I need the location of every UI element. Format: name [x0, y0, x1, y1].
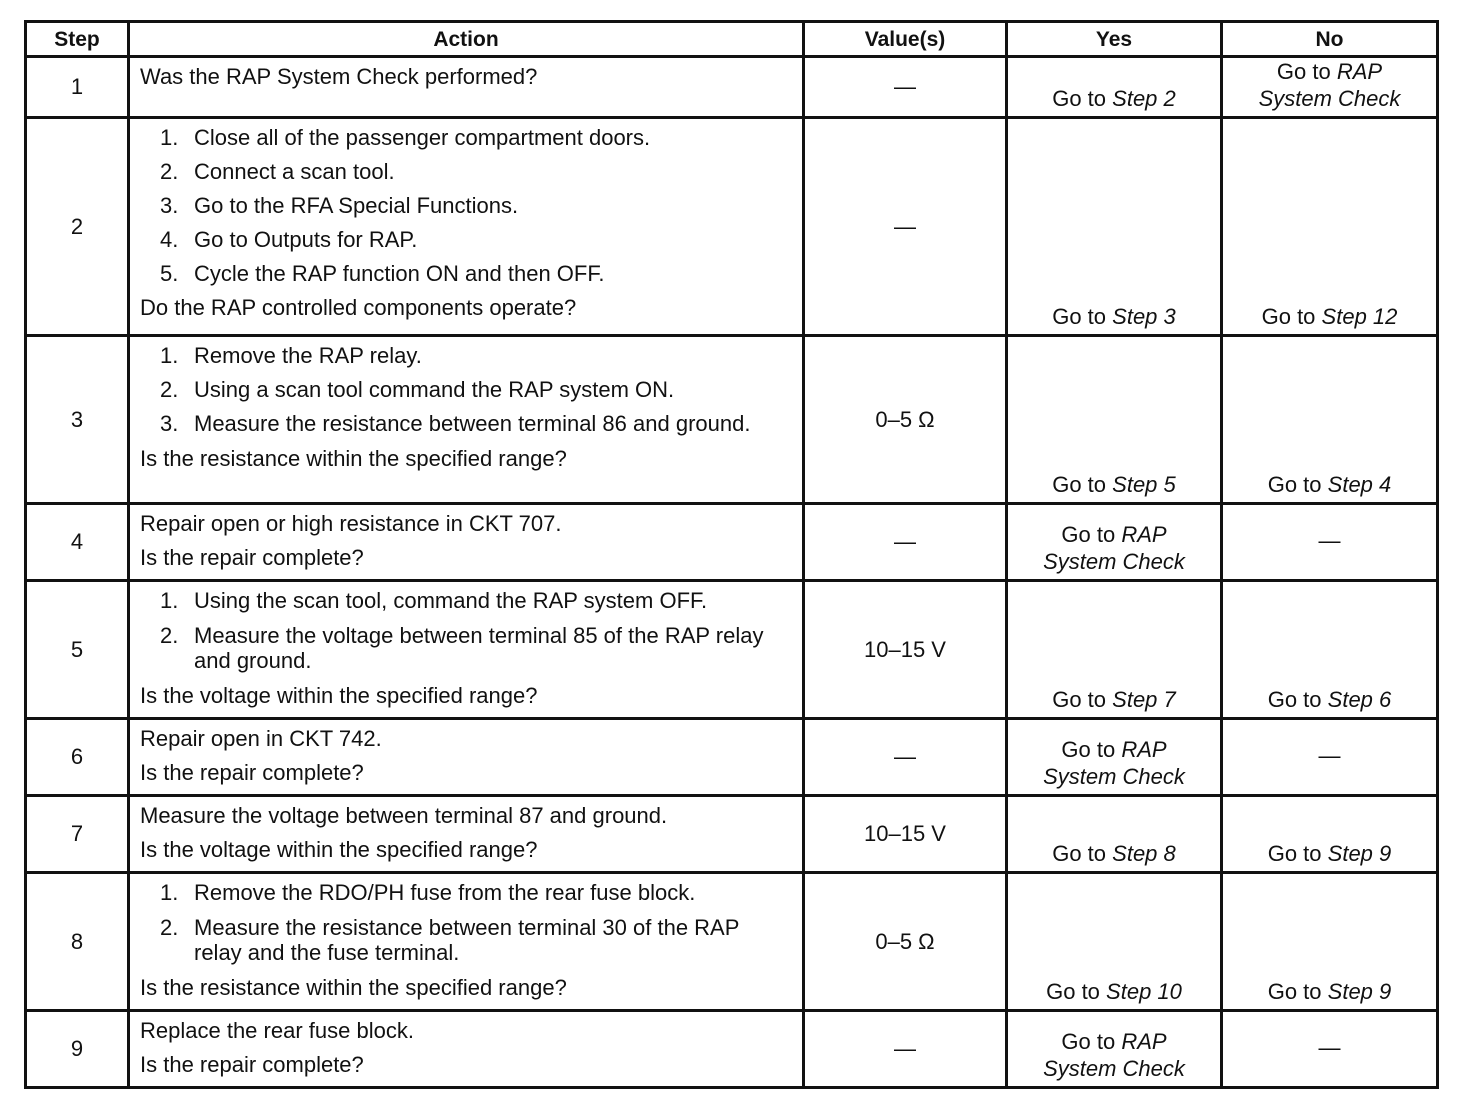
no-prefix: Go to — [1267, 841, 1322, 866]
action-cell — [129, 57, 804, 118]
yes-reference: Step 7 — [1112, 687, 1176, 712]
action-steps — [140, 339, 792, 442]
action-step-number: 3. — [160, 411, 179, 436]
action-cell — [129, 336, 804, 504]
action-step-item — [160, 911, 792, 971]
step-cell: 5 — [26, 581, 129, 719]
no-prefix: Go to — [1276, 59, 1331, 84]
no-cell — [1222, 336, 1438, 504]
value-cell: — — [804, 118, 1007, 336]
action-cell — [129, 504, 804, 581]
yes-reference: RAP System Check — [1043, 522, 1185, 574]
step-cell: 2 — [26, 118, 129, 336]
value-cell: 0–5 Ω — [804, 336, 1007, 504]
yes-cell — [1007, 57, 1222, 118]
table-row — [26, 57, 1438, 118]
action-lead: Replace the rear fuse block. — [140, 1018, 414, 1043]
action-steps — [140, 876, 792, 971]
action-step-number: 2. — [160, 623, 179, 648]
action-cell — [129, 796, 804, 873]
action-question: Is the resistance within the specified range? — [140, 446, 567, 471]
header-no: No — [1222, 22, 1438, 57]
action-question: Is the repair complete? — [140, 1052, 364, 1077]
table-row — [26, 1011, 1438, 1088]
no-cell — [1222, 504, 1438, 581]
action-question: Do the RAP controlled components operate? — [140, 295, 577, 320]
no-dash: — — [1318, 1034, 1341, 1060]
value-cell: — — [804, 1011, 1007, 1088]
no-reference: Step 4 — [1327, 472, 1392, 497]
no-reference: Step 6 — [1327, 687, 1392, 712]
table-row — [26, 796, 1438, 873]
table-body — [26, 57, 1438, 1088]
table-row — [26, 504, 1438, 581]
action-step-item — [160, 223, 792, 257]
no-prefix: Go to — [1267, 687, 1322, 712]
action-step-number: 2. — [160, 915, 179, 940]
action-step-text: Cycle the RAP function ON and then OFF. — [194, 261, 605, 286]
action-step-number: 3. — [160, 193, 179, 218]
table-row — [26, 873, 1438, 1011]
header-values: Value(s) — [804, 22, 1007, 57]
action-cell — [129, 873, 804, 1011]
action-cell — [129, 581, 804, 719]
value-cell: 0–5 Ω — [804, 873, 1007, 1011]
no-reference: Step 12 — [1321, 304, 1398, 329]
step-cell: 6 — [26, 719, 129, 796]
step-cell: 4 — [26, 504, 129, 581]
yes-cell — [1007, 719, 1222, 796]
action-question: Is the repair complete? — [140, 545, 364, 570]
no-cell — [1222, 57, 1438, 118]
action-step-number: 4. — [160, 227, 179, 252]
no-dash: — — [1318, 742, 1341, 768]
action-steps — [140, 584, 792, 679]
yes-reference: Step 5 — [1112, 472, 1176, 497]
action-step-text: Using a scan tool command the RAP system ON. — [194, 377, 675, 402]
no-cell — [1222, 1011, 1438, 1088]
yes-reference: Step 10 — [1106, 979, 1182, 1004]
action-step-text: Connect a scan tool. — [194, 159, 395, 184]
yes-prefix: Go to — [1061, 522, 1116, 547]
action-step-number: 2. — [160, 159, 179, 184]
no-prefix: Go to — [1267, 472, 1322, 497]
no-cell — [1222, 796, 1438, 873]
yes-cell — [1007, 1011, 1222, 1088]
yes-cell — [1007, 504, 1222, 581]
header-yes: Yes — [1007, 22, 1222, 57]
action-cell — [129, 719, 804, 796]
yes-prefix: Go to — [1061, 737, 1116, 762]
action-lead: Measure the voltage between terminal 87 and ground. — [140, 803, 668, 828]
yes-reference: RAP System Check — [1043, 1029, 1185, 1081]
no-cell — [1222, 873, 1438, 1011]
action-step-item — [160, 584, 792, 619]
action-steps — [140, 121, 792, 291]
action-lead: Was the RAP System Check performed? — [140, 64, 538, 89]
step-cell: 8 — [26, 873, 129, 1011]
action-lead: Repair open in CKT 742. — [140, 726, 382, 751]
table-row — [26, 118, 1438, 336]
action-step-item — [160, 155, 792, 189]
value-cell: 10–15 V — [804, 796, 1007, 873]
action-step-text: Measure the voltage between terminal 85 of the RAP relay and ground. — [194, 623, 764, 673]
action-question: Is the voltage within the specified range? — [140, 837, 538, 862]
yes-cell — [1007, 336, 1222, 504]
step-cell: 7 — [26, 796, 129, 873]
yes-prefix: Go to — [1052, 86, 1107, 111]
action-lead: Repair open or high resistance in CKT 707. — [140, 511, 562, 536]
action-step-number: 1. — [160, 588, 179, 613]
diagnostic-table — [24, 20, 1439, 1089]
header-row — [26, 22, 1438, 57]
no-prefix: Go to — [1267, 979, 1322, 1004]
yes-prefix: Go to — [1046, 979, 1100, 1004]
step-cell: 3 — [26, 336, 129, 504]
value-cell: — — [804, 504, 1007, 581]
no-dash: — — [1318, 527, 1341, 553]
action-cell — [129, 1011, 804, 1088]
value-cell: 10–15 V — [804, 581, 1007, 719]
action-step-item — [160, 339, 792, 373]
no-reference: Step 9 — [1327, 841, 1392, 866]
header-step: Step — [26, 22, 129, 57]
no-reference: RAP System Check — [1258, 59, 1401, 111]
action-step-text: Go to Outputs for RAP. — [194, 227, 418, 252]
no-prefix: Go to — [1261, 304, 1316, 329]
yes-prefix: Go to — [1052, 472, 1107, 497]
action-step-number: 2. — [160, 377, 179, 402]
yes-reference: Step 3 — [1112, 304, 1176, 329]
no-cell — [1222, 118, 1438, 336]
action-step-item — [160, 373, 792, 407]
action-step-text: Close all of the passenger compartment doors. — [194, 125, 651, 150]
table-row — [26, 581, 1438, 719]
action-step-text: Remove the RDO/PH fuse from the rear fuse block. — [194, 880, 696, 905]
action-step-item — [160, 257, 792, 291]
yes-reference: Step 8 — [1112, 841, 1176, 866]
action-step-text: Remove the RAP relay. — [194, 343, 422, 368]
yes-prefix: Go to — [1052, 841, 1107, 866]
action-step-item — [160, 876, 792, 911]
value-cell: — — [804, 57, 1007, 118]
no-cell — [1222, 719, 1438, 796]
action-step-number: 1. — [160, 343, 179, 368]
yes-cell — [1007, 581, 1222, 719]
table-row — [26, 336, 1438, 504]
yes-reference: RAP System Check — [1043, 737, 1185, 789]
action-step-item — [160, 121, 792, 155]
yes-cell — [1007, 118, 1222, 336]
table-row — [26, 719, 1438, 796]
step-cell: 9 — [26, 1011, 129, 1088]
action-step-text: Go to the RFA Special Functions. — [194, 193, 519, 218]
yes-prefix: Go to — [1052, 304, 1107, 329]
action-step-text: Measure the resistance between terminal 30 of the RAP relay and the fuse terminal. — [194, 915, 740, 965]
value-cell: — — [804, 719, 1007, 796]
action-step-item — [160, 407, 792, 442]
action-question: Is the resistance within the specified range? — [140, 975, 567, 1000]
action-question: Is the voltage within the specified range? — [140, 683, 538, 708]
action-step-number: 1. — [160, 125, 179, 150]
no-reference: Step 9 — [1327, 979, 1392, 1004]
no-cell — [1222, 581, 1438, 719]
action-question: Is the repair complete? — [140, 760, 364, 785]
header-action: Action — [129, 22, 804, 57]
action-cell — [129, 118, 804, 336]
action-step-text: Measure the resistance between terminal 86 and ground. — [194, 411, 751, 436]
yes-prefix: Go to — [1052, 687, 1107, 712]
yes-cell — [1007, 796, 1222, 873]
yes-reference: Step 2 — [1112, 86, 1176, 111]
action-step-item — [160, 619, 792, 679]
action-step-number: 1. — [160, 880, 179, 905]
action-step-text: Using the scan tool, command the RAP system OFF. — [194, 588, 708, 613]
yes-cell — [1007, 873, 1222, 1011]
action-step-item — [160, 189, 792, 223]
action-step-number: 5. — [160, 261, 179, 286]
yes-prefix: Go to — [1061, 1029, 1116, 1054]
step-cell: 1 — [26, 57, 129, 118]
